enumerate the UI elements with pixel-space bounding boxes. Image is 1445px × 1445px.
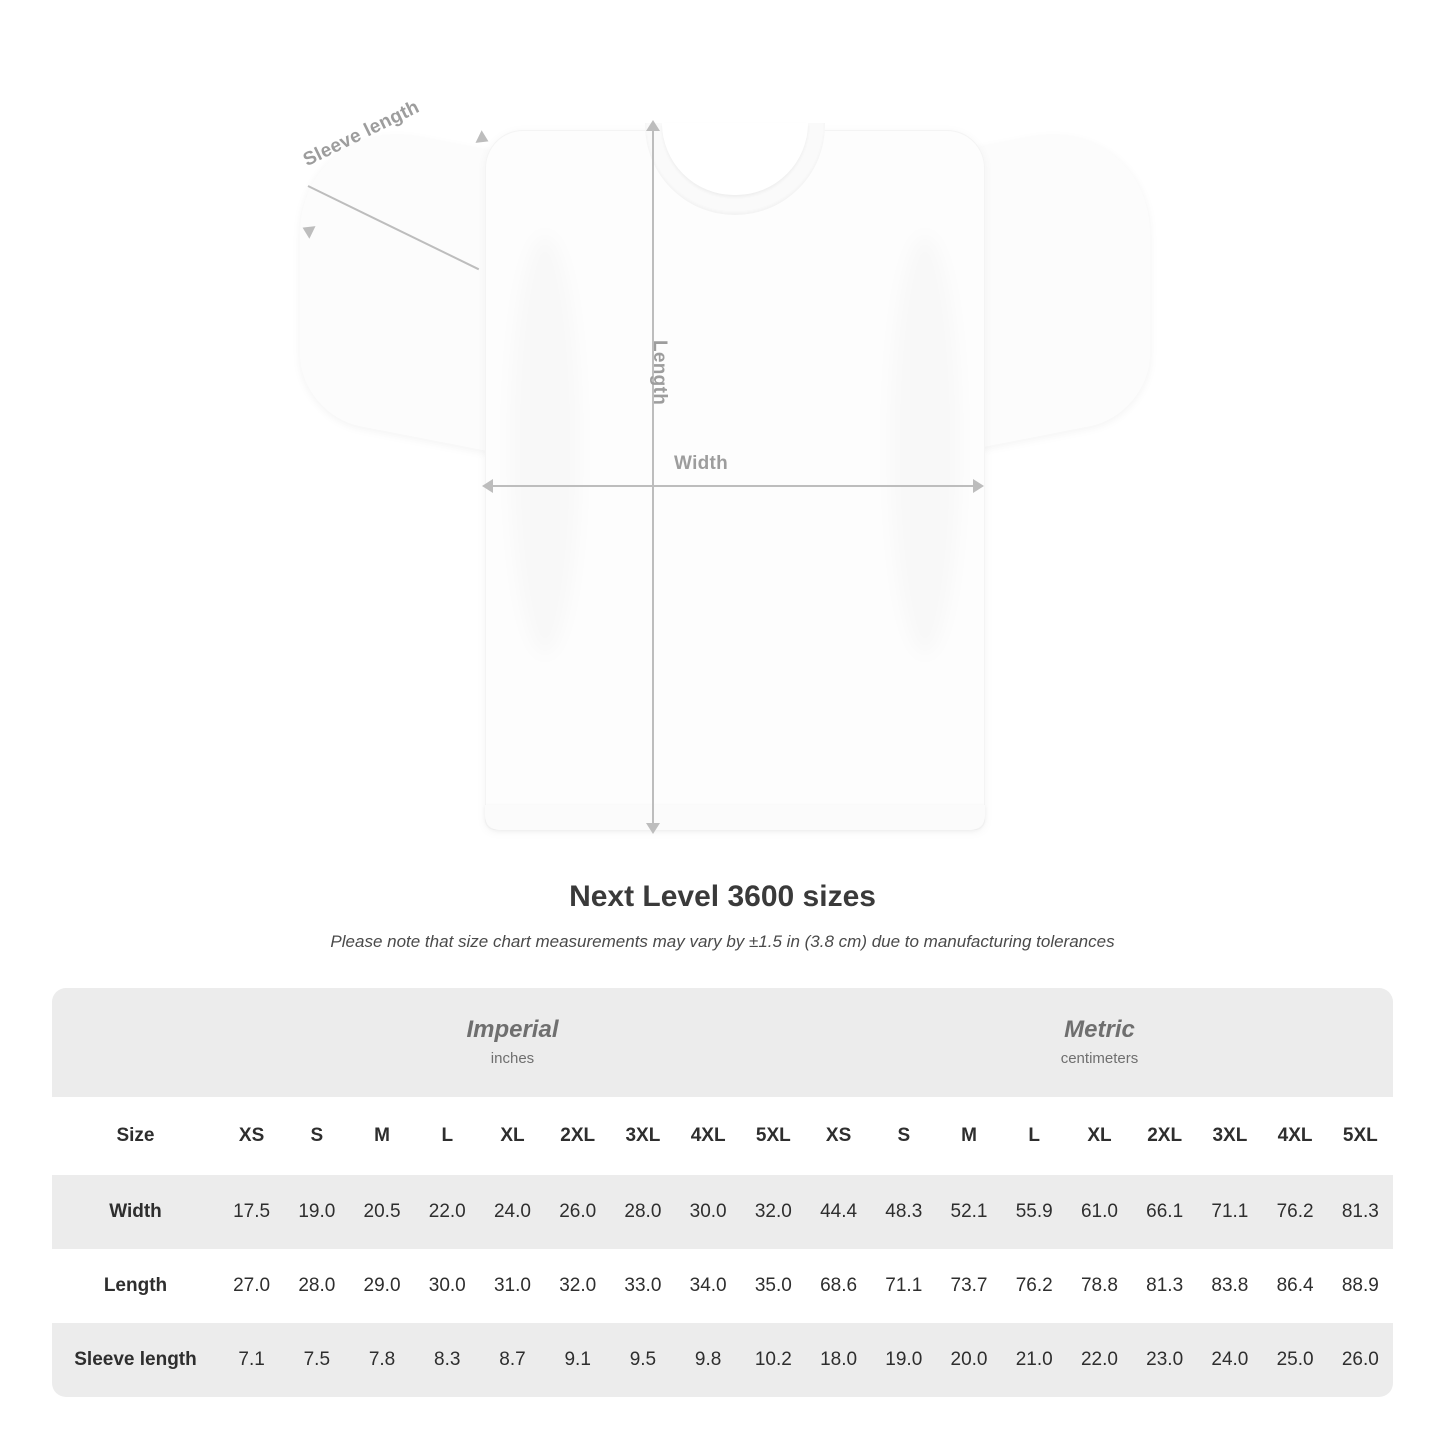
size-col-4xl-imperial: 4XL	[676, 1097, 741, 1175]
fabric-shading-left	[510, 235, 580, 655]
width-label: Width	[674, 453, 729, 474]
size-col-3xl-imperial: 3XL	[610, 1097, 675, 1175]
cell-width-3: 22.0	[415, 1175, 480, 1249]
tshirt-hem	[485, 805, 985, 830]
size-row-label: Size	[52, 1097, 219, 1175]
cell-length-1: 28.0	[284, 1249, 349, 1323]
cell-sleeve-12: 21.0	[1002, 1323, 1067, 1397]
cell-width-14: 66.1	[1132, 1175, 1197, 1249]
cell-length-14: 81.3	[1132, 1249, 1197, 1323]
size-col-xs-imperial: XS	[219, 1097, 284, 1175]
size-col-l-imperial: L	[415, 1097, 480, 1175]
cell-length-10: 71.1	[871, 1249, 936, 1323]
length-guide-arrow-bottom	[646, 823, 660, 834]
size-col-m-imperial: M	[349, 1097, 414, 1175]
cell-sleeve-3: 8.3	[415, 1323, 480, 1397]
cell-length-2: 29.0	[349, 1249, 414, 1323]
length-label: Length	[649, 340, 670, 406]
cell-sleeve-11: 20.0	[936, 1323, 1001, 1397]
cell-width-15: 71.1	[1197, 1175, 1262, 1249]
cell-width-2: 20.5	[349, 1175, 414, 1249]
cell-length-6: 33.0	[610, 1249, 675, 1323]
length-guide-arrow-top	[646, 120, 660, 131]
cell-sleeve-6: 9.5	[610, 1323, 675, 1397]
size-col-3xl-metric: 3XL	[1197, 1097, 1262, 1175]
cell-sleeve-15: 24.0	[1197, 1323, 1262, 1397]
cell-length-5: 32.0	[545, 1249, 610, 1323]
cell-sleeve-1: 7.5	[284, 1323, 349, 1397]
cell-length-15: 83.8	[1197, 1249, 1262, 1323]
cell-length-8: 35.0	[741, 1249, 806, 1323]
size-col-xs-metric: XS	[806, 1097, 871, 1175]
size-col-4xl-metric: 4XL	[1263, 1097, 1328, 1175]
cell-length-0: 27.0	[219, 1249, 284, 1323]
cell-sleeve-9: 18.0	[806, 1323, 871, 1397]
size-table	[52, 988, 1393, 1397]
size-col-xl-metric: XL	[1067, 1097, 1132, 1175]
cell-width-12: 55.9	[1002, 1175, 1067, 1249]
cell-width-1: 19.0	[284, 1175, 349, 1249]
cell-length-12: 76.2	[1002, 1249, 1067, 1323]
size-col-5xl-imperial: 5XL	[741, 1097, 806, 1175]
cell-width-6: 28.0	[610, 1175, 675, 1249]
cell-sleeve-14: 23.0	[1132, 1323, 1197, 1397]
title-block	[0, 880, 1445, 952]
size-col-5xl-metric: 5XL	[1328, 1097, 1393, 1175]
unit-header-metric	[806, 988, 1393, 1097]
size-header-row	[52, 1097, 1393, 1175]
size-col-s-imperial: S	[284, 1097, 349, 1175]
size-col-2xl-metric: 2XL	[1132, 1097, 1197, 1175]
width-guide-arrow-right	[973, 479, 984, 493]
cell-width-0: 17.5	[219, 1175, 284, 1249]
cell-sleeve-7: 9.8	[676, 1323, 741, 1397]
cell-sleeve-13: 22.0	[1067, 1323, 1132, 1397]
table-row-sleeve-length	[52, 1323, 1393, 1397]
unit-header-row	[52, 988, 1393, 1097]
size-col-s-metric: S	[871, 1097, 936, 1175]
cell-width-11: 52.1	[936, 1175, 1001, 1249]
unit-name-imperial: Imperial	[466, 1016, 559, 1043]
row-label-width: Width	[52, 1175, 219, 1249]
page-title: Next Level 3600 sizes	[569, 880, 876, 913]
cell-width-9: 44.4	[806, 1175, 871, 1249]
cell-width-13: 61.0	[1067, 1175, 1132, 1249]
cell-length-3: 30.0	[415, 1249, 480, 1323]
cell-sleeve-4: 8.7	[480, 1323, 545, 1397]
size-table-wrapper	[52, 988, 1393, 1397]
cell-sleeve-10: 19.0	[871, 1323, 936, 1397]
cell-width-10: 48.3	[871, 1175, 936, 1249]
cell-width-4: 24.0	[480, 1175, 545, 1249]
size-col-2xl-imperial: 2XL	[545, 1097, 610, 1175]
cell-length-4: 31.0	[480, 1249, 545, 1323]
cell-width-7: 30.0	[676, 1175, 741, 1249]
cell-sleeve-5: 9.1	[545, 1323, 610, 1397]
cell-width-17: 81.3	[1328, 1175, 1393, 1249]
size-col-m-metric: M	[936, 1097, 1001, 1175]
cell-length-7: 34.0	[676, 1249, 741, 1323]
size-col-l-metric: L	[1002, 1097, 1067, 1175]
cell-sleeve-2: 7.8	[349, 1323, 414, 1397]
cell-sleeve-0: 7.1	[219, 1323, 284, 1397]
unit-sub-imperial: inches	[490, 1050, 535, 1068]
length-guide-line	[652, 130, 654, 830]
tolerance-note: Please note that size chart measurements may vary by ±1.5 in (3.8 cm) due to manufacturing tolerances	[330, 932, 1115, 951]
cell-length-16: 86.4	[1263, 1249, 1328, 1323]
width-guide-arrow-left	[482, 479, 493, 493]
cell-width-16: 76.2	[1263, 1175, 1328, 1249]
table-row-length	[52, 1249, 1393, 1323]
cell-width-5: 26.0	[545, 1175, 610, 1249]
size-col-xl-imperial: XL	[480, 1097, 545, 1175]
unit-header-spacer	[52, 988, 219, 1097]
cell-width-8: 32.0	[741, 1175, 806, 1249]
cell-sleeve-8: 10.2	[741, 1323, 806, 1397]
row-label-sleeve-length: Sleeve length	[52, 1323, 219, 1397]
unit-header-imperial	[219, 988, 806, 1097]
cell-length-17: 88.9	[1328, 1249, 1393, 1323]
cell-length-11: 73.7	[936, 1249, 1001, 1323]
row-label-length: Length	[52, 1249, 219, 1323]
unit-sub-metric: centimeters	[1060, 1050, 1139, 1068]
table-row-width	[52, 1175, 1393, 1249]
cell-sleeve-17: 26.0	[1328, 1323, 1393, 1397]
cell-length-9: 68.6	[806, 1249, 871, 1323]
cell-length-13: 78.8	[1067, 1249, 1132, 1323]
cell-sleeve-16: 25.0	[1263, 1323, 1328, 1397]
unit-name-metric: Metric	[1064, 1016, 1135, 1043]
sleeve-length-label: Sleeve length	[300, 96, 423, 171]
fabric-shading-right	[890, 235, 960, 655]
width-guide-line	[492, 485, 978, 487]
